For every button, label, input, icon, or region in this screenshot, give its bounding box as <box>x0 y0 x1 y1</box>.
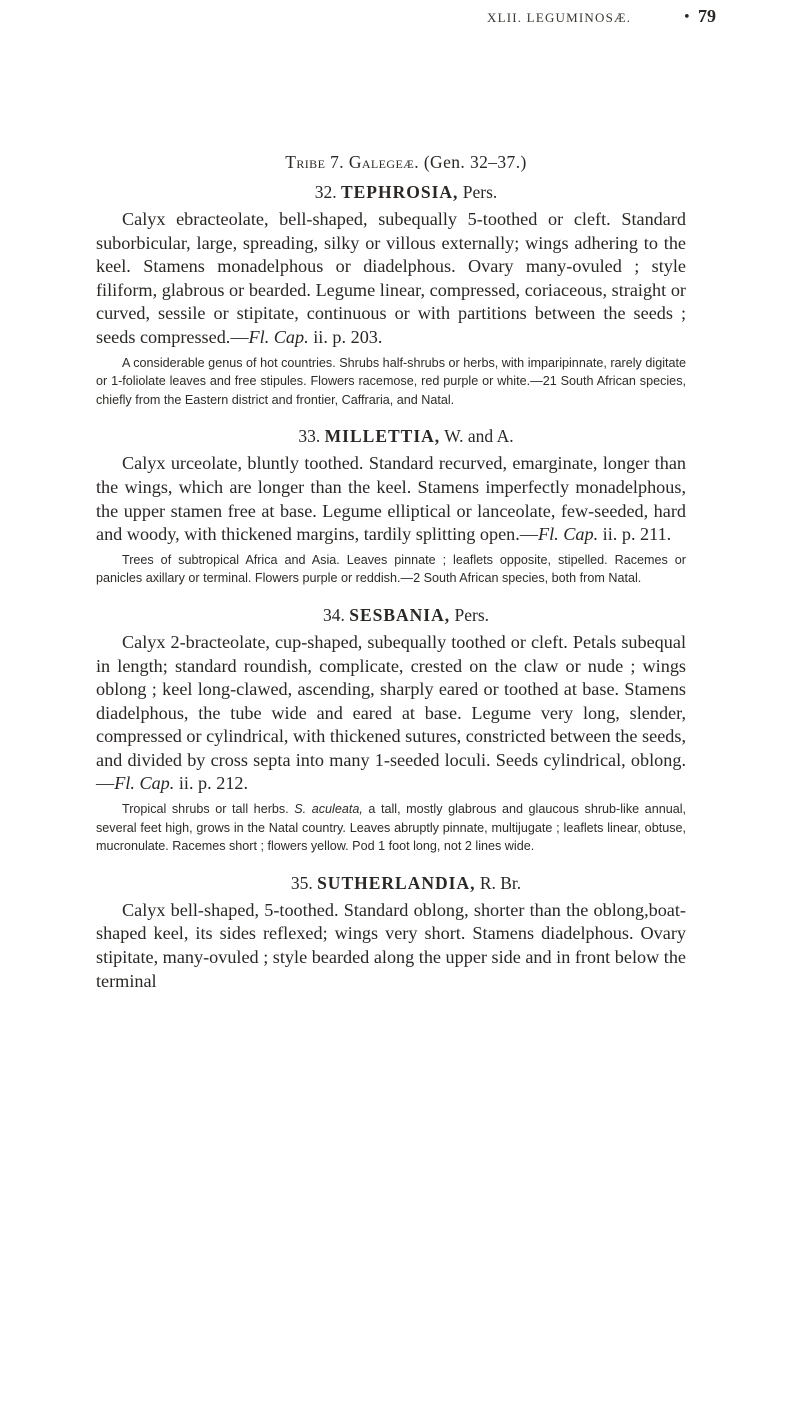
running-head-title: XLII. LEGUMINOSÆ. <box>487 10 632 25</box>
flora-reference: Fl. Cap. <box>538 524 599 545</box>
flora-reference-page: ii. p. 212. <box>174 773 249 794</box>
tribe-prefix: Tribe 7. <box>285 152 345 172</box>
running-head <box>0 6 800 26</box>
page-number: 79 <box>698 6 716 26</box>
genus-name: TEPHROSIA, <box>340 182 459 202</box>
genus-name: SESBANIA, <box>349 604 451 625</box>
genus-entry <box>96 871 686 993</box>
genus-note <box>96 551 686 588</box>
genus-author: Pers. <box>462 182 498 202</box>
genus-entry <box>96 180 686 409</box>
genus-heading <box>126 871 686 895</box>
page-body <box>96 150 686 1008</box>
genus-heading <box>126 603 686 627</box>
genus-number: 33. <box>298 426 321 447</box>
genus-name: SUTHERLANDIA, <box>317 872 476 893</box>
description-text: Calyx ebracteolate, bell-shaped, subequally 5-toothed or cleft. Standard suborbicular, large, spreading, silky or villous externally; wings adhering to the keel. Stamens monadelphous or diadelphous. Ovary many-ovuled ; style filiform, glabrous or bearded. Legume linear, compressed, coriaceous, straight or curved, sessile or stipitate, continuous or with partitions between the seeds ; seeds compressed.— <box>96 209 686 347</box>
genus-number: 35. <box>290 872 313 893</box>
genus-note <box>96 354 686 410</box>
note-text: Tropical shrubs or tall herbs. <box>122 802 295 817</box>
tribe-heading <box>126 150 686 174</box>
description-text: Calyx bell-shaped, 5-toothed. Standard oblong, shorter than the oblong,boat-shaped keel, its sides reflexed; wings very short. Stamens diadelphous. Ovary stipitate, many-ovuled ; style bearded along the upper side and in front below the terminal <box>96 899 686 991</box>
genus-description <box>96 899 686 993</box>
flora-reference: Fl. Cap. <box>248 326 309 347</box>
note-text: S. aculeata, <box>294 802 363 817</box>
genus-note <box>96 800 686 856</box>
genus-description <box>96 452 686 546</box>
genus-heading <box>126 424 686 448</box>
tribe-genera-range: (Gen. 32–37.) <box>423 152 527 172</box>
flora-reference-page: ii. p. 203. <box>308 326 383 347</box>
genus-number: 34. <box>322 604 345 625</box>
note-text: A considerable genus of hot countries. Shrubs half-shrubs or herbs, with imparipinnate, rarely digitate or 1-foliolate leaves and free stipules. Flowers racemose, red purple or white.—21 South African species, chiefly from the Eastern district and frontier, Caffraria, and Natal. <box>96 355 686 407</box>
flora-reference: Fl. Cap. <box>114 773 175 794</box>
genus-entry <box>96 603 686 856</box>
genus-name: MILLETTIA, <box>324 426 441 447</box>
description-text: Calyx 2-bracteolate, cup-shaped, subequally toothed or cleft. Petals subequal in length; standard roundish, complicate, crested on the claw or nude ; wings oblong ; keel long-clawed, ascending, sharply eared or toothed at base. Stamens diadelphous, the tube wide and eared at base. Legume very long, slender, compressed or cylindrical, with thickened sutures, constricted between the seeds, and divided by cross septa into many 1-seeded loculi. Seeds cylindrical, oblong.— <box>96 631 686 794</box>
genus-entry <box>96 424 686 588</box>
genus-list <box>96 180 686 993</box>
note-text: a tall, mostly glabrous and glaucous shrub-like annual, several feet high, grows in the Natal country. Leaves abruptly pinnate, multijugate ; leaflets linear, obtuse, mucronulate. Racemes short ; flowers yellow. Pod 1 foot long, not 2 lines wide. <box>96 802 687 854</box>
genus-author: Pers. <box>454 604 490 625</box>
tribe-name: Galegeæ. <box>348 152 420 172</box>
running-head-dot: • <box>683 10 691 25</box>
note-text: Trees of subtropical Africa and Asia. Leaves pinnate ; leaflets opposite, stipelled. Racemes or panicles axillary or terminal. Flowers purple or reddish.—2 South African species, both from Natal. <box>96 552 686 586</box>
flora-reference-page: ii. p. 211. <box>598 524 672 545</box>
genus-description <box>96 631 686 796</box>
genus-author: W. and A. <box>444 426 514 447</box>
genus-heading <box>126 180 686 204</box>
genus-description <box>96 208 686 350</box>
genus-number: 32. <box>314 182 337 202</box>
genus-author: R. Br. <box>479 872 522 893</box>
description-text: Calyx urceolate, bluntly toothed. Standard recurved, emarginate, longer than the wings, which are longer than the keel. Stamens imperfectly monadelphous, the upper stamen free at base. Legume elliptical or lanceolate, few-seeded, hard and woody, with thickened margins, tardily splitting open.— <box>96 453 686 545</box>
